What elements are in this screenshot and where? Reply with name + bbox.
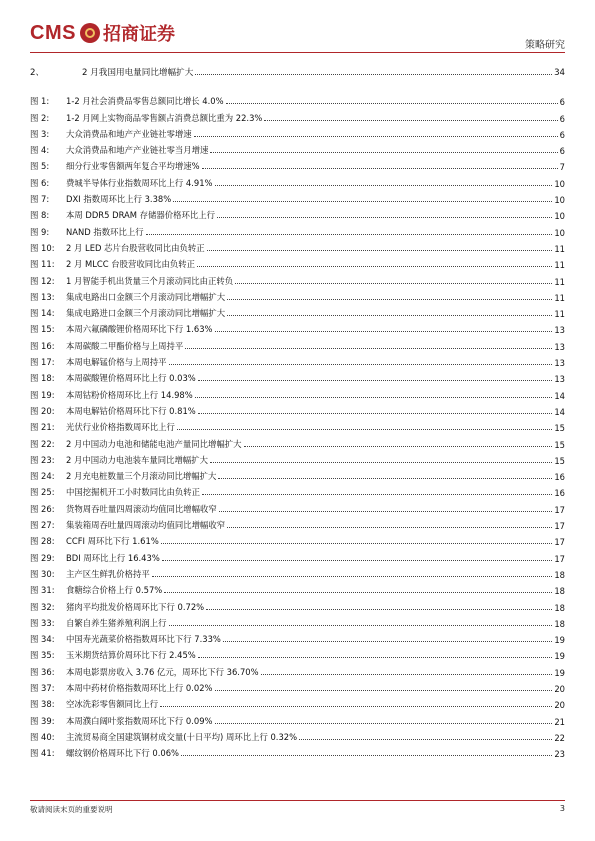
figure-label: 图 14: (30, 308, 55, 319)
figure-title: 猪肉平均批发价格周环比下行 0.72% (66, 601, 205, 612)
dot-leader (210, 152, 557, 153)
figure-page-number: 18 (554, 618, 565, 629)
figure-title: 2 月充电桩数量三个月滚动同比增幅扩大 (66, 471, 217, 482)
dot-leader (177, 429, 552, 430)
figure-page-number: 15 (554, 455, 565, 466)
figure-title: 集装箱周吞吐量四周滚动均值同比增幅收窄 (66, 520, 226, 531)
figure-list-item[interactable] (30, 629, 565, 645)
figure-list-item[interactable] (30, 172, 565, 188)
dot-leader (194, 136, 558, 137)
dot-leader (219, 511, 553, 512)
figure-list-item[interactable] (30, 498, 565, 514)
figure-title: 螺纹钢价格周环比下行 0.06% (66, 748, 180, 759)
figure-page-number: 13 (554, 325, 565, 336)
figure-label: 图 10: (30, 242, 55, 253)
figure-title: 1-2 月社会消费品零售总额同比增长 4.0% (66, 96, 224, 107)
dot-leader (202, 168, 558, 169)
figure-page-number: 11 (554, 292, 565, 303)
report-category: 策略研究 (525, 40, 565, 51)
figure-page-number: 11 (554, 260, 565, 271)
figure-list-item[interactable] (30, 596, 565, 612)
dot-leader (164, 592, 552, 593)
figure-page-number: 19 (554, 635, 565, 646)
figure-list-item[interactable] (30, 221, 565, 237)
figure-label: 图 21: (30, 422, 55, 433)
figure-label: 图 19: (30, 389, 55, 400)
figure-page-number: 19 (554, 651, 565, 662)
dot-leader (227, 299, 552, 300)
figure-page-number: 17 (554, 553, 565, 564)
figure-title: 本周碳酸二甲酯价格与上周持平 (66, 340, 184, 351)
figure-page-number: 11 (554, 243, 565, 254)
figure-page-number: 18 (554, 602, 565, 613)
figure-page-number: 17 (554, 504, 565, 515)
figure-title: 主产区生鲜乳价格持平 (66, 568, 150, 579)
dot-leader (215, 690, 553, 691)
figure-label: 图 13: (30, 291, 55, 302)
figure-title: BDI 周环比上行 16.43% (66, 552, 160, 563)
dot-leader (198, 657, 553, 658)
dot-leader (169, 364, 553, 365)
figure-page-number: 13 (554, 358, 565, 369)
figure-list-item[interactable] (30, 156, 565, 172)
figure-label: 图 1: (30, 96, 50, 107)
figure-list-item[interactable] (30, 613, 565, 629)
dot-leader (215, 723, 553, 724)
figure-title: 本周钴粉价格周环比上行 14.98% (66, 389, 193, 400)
footer-divider (30, 800, 565, 801)
figure-page-number: 11 (554, 309, 565, 320)
figure-label: 图 39: (30, 715, 55, 726)
figure-list-item[interactable] (30, 727, 565, 743)
figure-list-item[interactable] (30, 547, 565, 563)
figure-label: 图 29: (30, 552, 55, 563)
figure-list-item[interactable] (30, 580, 565, 596)
figure-page-number: 7 (559, 162, 565, 173)
figure-list-item[interactable] (30, 450, 565, 466)
figure-label: 图 3: (30, 128, 50, 139)
figure-page-number: 17 (554, 521, 565, 532)
figure-title: 2 月中国动力电池和储能电池产量同比增幅扩大 (66, 438, 242, 449)
dot-leader (299, 739, 552, 740)
figure-label: 图 31: (30, 585, 55, 596)
dot-leader (264, 120, 557, 121)
figure-list-item[interactable] (30, 417, 565, 433)
dot-leader (226, 103, 558, 104)
figure-title: DXI 指数周环比上行 3.38% (66, 194, 172, 205)
figure-list-item[interactable] (30, 401, 565, 417)
figure-list-item[interactable] (30, 678, 565, 694)
figure-page-number: 17 (554, 537, 565, 548)
toc-section-entry[interactable] (30, 64, 565, 78)
figure-title: 主流贸易商全国建筑钢材成交量(十日平均) 周环比上行 0.32% (66, 731, 298, 742)
figure-title: 玉米期货结算价周环比下行 2.45% (66, 650, 196, 661)
figure-page-number: 15 (554, 423, 565, 434)
dot-leader (261, 674, 553, 675)
figure-list-item[interactable] (30, 645, 565, 661)
dot-leader (223, 641, 552, 642)
figure-page-number: 11 (554, 276, 565, 287)
figure-title: 本周 DDR5 DRAM 存储器价格环比上行 (66, 210, 216, 221)
dot-leader (227, 527, 552, 528)
dot-leader (146, 234, 553, 235)
figure-title: 本周电解钴价格周环比下行 0.81% (66, 405, 196, 416)
figure-label: 图 7: (30, 194, 50, 205)
figure-list-item[interactable] (30, 368, 565, 384)
figure-page-number: 6 (559, 146, 565, 157)
figure-page-number: 16 (554, 488, 565, 499)
figure-label: 图 35: (30, 650, 55, 661)
dot-leader (210, 462, 552, 463)
figure-title: 本周六氟磷酸锂价格周环比下行 1.63% (66, 324, 213, 335)
logo-chinese-text: 招商证券 (102, 24, 175, 45)
figure-list (30, 91, 565, 759)
figure-title: 大众消费品和地产产业链社零增速 (66, 128, 192, 139)
figure-list-item[interactable] (30, 205, 565, 221)
figure-list-item[interactable] (30, 270, 565, 286)
figure-label: 图 4: (30, 145, 50, 156)
dot-leader (215, 185, 553, 186)
figure-title: 光伏行业价格指数周环比上行 (66, 422, 175, 433)
figure-label: 图 38: (30, 699, 55, 710)
figure-title: 集成电路进口金额三个月滚动同比增幅扩大 (66, 308, 226, 319)
dot-leader (198, 413, 553, 414)
dot-leader (162, 560, 553, 561)
dot-leader (169, 625, 553, 626)
page-header (30, 16, 565, 56)
figure-label: 图 2: (30, 112, 50, 123)
figure-title: 大众消费品和地产产业链社零当月增速 (66, 145, 209, 156)
figure-label: 图 20: (30, 405, 55, 416)
figure-label: 图 32: (30, 601, 55, 612)
figure-page-number: 19 (554, 667, 565, 678)
dot-leader (195, 397, 553, 398)
figure-title: 集成电路出口金额三个月滚动同比增幅扩大 (66, 291, 226, 302)
figure-page-number: 6 (559, 129, 565, 140)
figure-page-number: 14 (554, 406, 565, 417)
figure-title: 1 月智能手机出货量三个月滚动同比由正转负 (66, 275, 234, 286)
figure-page-number: 16 (554, 472, 565, 483)
figure-page-number: 20 (554, 700, 565, 711)
figure-label: 图 27: (30, 520, 55, 531)
figure-label: 图 16: (30, 340, 55, 351)
figure-list-item[interactable] (30, 189, 565, 205)
logo-latin-text: CMS (30, 21, 76, 44)
dot-leader (218, 478, 552, 479)
figure-page-number: 10 (554, 211, 565, 222)
figure-page-number: 14 (554, 390, 565, 401)
dot-leader (206, 609, 552, 610)
figure-label: 图 17: (30, 357, 55, 368)
figure-page-number: 10 (554, 178, 565, 189)
dot-leader (160, 706, 552, 707)
section-title: 2 月我国用电量同比增幅扩大 (82, 68, 194, 78)
dot-leader (181, 755, 552, 756)
figure-list-item[interactable] (30, 433, 565, 449)
figure-page-number: 18 (554, 586, 565, 597)
dot-leader (152, 576, 553, 577)
figure-page-number: 20 (554, 683, 565, 694)
figure-page-number: 15 (554, 439, 565, 450)
figure-list-item[interactable] (30, 466, 565, 482)
figure-list-item[interactable] (30, 319, 565, 335)
dot-leader (198, 380, 553, 381)
disclaimer-note: 敬请阅读末页的重要说明 (30, 805, 113, 814)
dot-leader (235, 283, 552, 284)
dot-leader (197, 266, 552, 267)
figure-label: 图 34: (30, 634, 55, 645)
figure-label: 图 9: (30, 226, 50, 237)
figure-title: 2 月中国动力电池装车量同比增幅扩大 (66, 454, 208, 465)
figure-list-item[interactable] (30, 91, 565, 107)
figure-label: 图 22: (30, 438, 55, 449)
figure-list-item[interactable] (30, 694, 565, 710)
figure-page-number: 13 (554, 374, 565, 385)
figure-list-item[interactable] (30, 303, 565, 319)
figure-title: 本周中药材价格指数周环比上行 0.02% (66, 682, 213, 693)
figure-list-item[interactable] (30, 661, 565, 677)
figure-page-number: 18 (554, 569, 565, 580)
dot-leader (215, 331, 553, 332)
figure-label: 图 12: (30, 275, 55, 286)
figure-title: 中国寿光蔬菜价格指数周环比下行 7.33% (66, 634, 221, 645)
figure-title: CCFI 周环比下行 1.61% (66, 536, 159, 547)
figure-list-item[interactable] (30, 107, 565, 123)
figure-page-number: 6 (559, 113, 565, 124)
figure-label: 图 40: (30, 731, 55, 742)
company-logo (30, 18, 175, 48)
dot-leader (244, 446, 553, 447)
logo-seal-icon (80, 23, 100, 43)
page-number: 3 (559, 804, 565, 813)
figure-title: 空冰洗彩零售额同比上行 (66, 699, 159, 710)
figure-label: 图 15: (30, 324, 55, 335)
figure-label: 图 6: (30, 177, 50, 188)
figure-label: 图 5: (30, 161, 50, 172)
dot-leader (217, 217, 552, 218)
figure-title: 自繁自养生猪养殖利润上行 (66, 617, 167, 628)
figure-title: 中国挖掘机开工小时数同比由负转正 (66, 487, 200, 498)
figure-title: 2 月 MLCC 台股营收同比由负转正 (66, 259, 196, 270)
figure-title: 费城半导体行业指数周环比上行 4.91% (66, 177, 213, 188)
figure-label: 图 8: (30, 210, 50, 221)
figure-list-item[interactable] (30, 352, 565, 368)
figure-page-number: 6 (559, 97, 565, 108)
section-page-number: 34 (554, 68, 565, 78)
figure-list-item[interactable] (30, 531, 565, 547)
dot-leader (202, 494, 552, 495)
header-divider (30, 52, 565, 53)
dot-leader (227, 315, 552, 316)
figure-label: 图 25: (30, 487, 55, 498)
figure-page-number: 22 (554, 732, 565, 743)
figure-title: 细分行业零售额两年复合平均增速% (66, 161, 200, 172)
figure-page-number: 23 (554, 749, 565, 760)
figure-label: 图 33: (30, 617, 55, 628)
figure-title: 本周濮白阔叶浆指数周环比下行 0.09% (66, 715, 213, 726)
figure-list-item[interactable] (30, 743, 565, 759)
dot-leader (207, 250, 553, 251)
dot-leader (195, 74, 552, 75)
figure-title: 货物周吞吐量四周滚动均值同比增幅收窄 (66, 503, 217, 514)
figure-label: 图 37: (30, 682, 55, 693)
figure-list-item[interactable] (30, 287, 565, 303)
figure-title: NAND 指数环比上行 (66, 226, 144, 237)
figure-page-number: 10 (554, 227, 565, 238)
figure-list-item[interactable] (30, 254, 565, 270)
figure-title: 本周电影票房收入 3.76 亿元，周环比下行 36.70% (66, 666, 259, 677)
figure-list-item[interactable] (30, 482, 565, 498)
figure-list-item[interactable] (30, 710, 565, 726)
figure-label: 图 11: (30, 259, 55, 270)
figure-label: 图 23: (30, 454, 55, 465)
figure-list-item[interactable] (30, 515, 565, 531)
figure-title: 2 月 LED 芯片台股营收同比由负转正 (66, 242, 205, 253)
figure-label: 图 28: (30, 536, 55, 547)
figure-title: 本周碳酸锂价格周环比上行 0.03% (66, 373, 196, 384)
figure-label: 图 26: (30, 503, 55, 514)
figure-label: 图 36: (30, 666, 55, 677)
section-number: 2、 (30, 68, 45, 78)
dot-leader (161, 543, 553, 544)
figure-title: 本周电解锰价格与上周持平 (66, 357, 167, 368)
dot-leader (185, 348, 552, 349)
figure-list-item[interactable] (30, 238, 565, 254)
figure-list-item[interactable] (30, 124, 565, 140)
figure-list-item[interactable] (30, 140, 565, 156)
figure-label: 图 18: (30, 373, 55, 384)
figure-title: 食糖综合价格上行 0.57% (66, 585, 163, 596)
figure-page-number: 21 (554, 716, 565, 727)
figure-label: 图 41: (30, 748, 55, 759)
figure-title: 1-2 月网上实物商品零售额占消费总额比重为 22.3% (66, 112, 263, 123)
figure-list-item[interactable] (30, 335, 565, 351)
figure-label: 图 30: (30, 568, 55, 579)
figure-page-number: 10 (554, 195, 565, 206)
figure-page-number: 13 (554, 341, 565, 352)
figure-label: 图 24: (30, 471, 55, 482)
figure-list-item[interactable] (30, 384, 565, 400)
figure-list-item[interactable] (30, 564, 565, 580)
dot-leader (173, 201, 552, 202)
